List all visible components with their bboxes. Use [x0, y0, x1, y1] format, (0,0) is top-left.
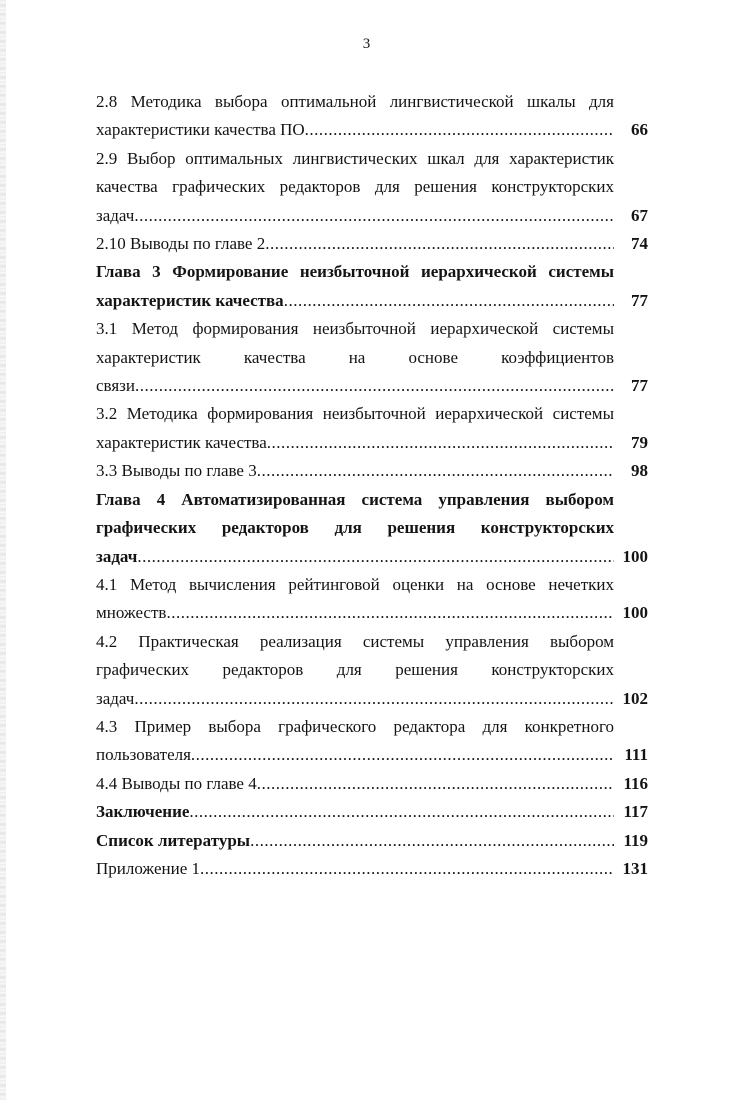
toc-entry-text: Приложение 1 — [96, 858, 200, 878]
toc-entry-text: характеристик качества — [96, 290, 284, 310]
toc-page-number: 77 — [631, 376, 648, 396]
toc-entry-text: задач — [96, 688, 135, 708]
toc-entry-text: 2.9 Выбор оптимальных лингвистических шкал для характеристик — [96, 148, 614, 168]
toc-page-number: 131 — [622, 858, 648, 878]
toc-entry-text: характеристик качества на основе коэффициентов — [96, 347, 614, 367]
toc-entry-line — [96, 514, 614, 542]
toc-entry-text: 3.2 Методика формирования неизбыточной иерархической системы — [96, 404, 614, 424]
dot-leader — [257, 774, 614, 793]
toc-entry-text: Список литературы — [96, 830, 251, 850]
toc-entry[interactable] — [96, 230, 648, 258]
toc-entry-text: 2.10 Выводы по главе 2 — [96, 234, 266, 254]
toc-entry-line — [96, 287, 614, 315]
toc-entry[interactable] — [96, 145, 648, 230]
toc-entry-line — [96, 202, 614, 230]
page-number: 3 — [362, 36, 371, 52]
toc-entry-text: 2.8 Методика выбора оптимальной лингвистической шкалы для — [96, 92, 614, 111]
toc-entry-text: 3.1 Метод формирования неизбыточной иерархической системы — [96, 319, 614, 339]
toc-entry-line — [96, 258, 614, 286]
toc-entry[interactable] — [96, 798, 648, 826]
toc-entry-line — [96, 741, 614, 769]
toc-entry-text: графических редакторов для решения конструкторских — [96, 518, 614, 538]
toc-entry-line — [96, 372, 614, 400]
toc-page-number: 100 — [622, 603, 648, 623]
toc-page-number: 119 — [623, 830, 648, 850]
toc-entry-text: характеристики качества ПО — [96, 120, 305, 140]
toc-entry[interactable] — [96, 855, 648, 883]
toc-entry-line — [96, 145, 614, 173]
toc-entry-text: характеристик качества — [96, 432, 267, 452]
toc-entry-line — [96, 770, 614, 798]
toc-entry-line — [96, 173, 614, 201]
toc-entry-line — [96, 88, 614, 116]
toc-page-number: 100 — [622, 546, 648, 566]
dot-leader — [250, 831, 614, 850]
dot-leader — [265, 234, 614, 253]
toc-entry-text: Глава 3 Формирование неизбыточной иерархической системы — [96, 262, 614, 282]
toc-entry-line — [96, 855, 614, 883]
toc-entry[interactable] — [96, 827, 648, 855]
dot-leader — [134, 206, 614, 225]
toc-entry-text: пользователя — [96, 745, 191, 765]
toc-entry[interactable] — [96, 88, 648, 145]
toc-entry[interactable] — [96, 400, 648, 457]
toc-entry-line — [96, 827, 614, 855]
table-of-contents — [96, 88, 648, 883]
toc-page-number: 74 — [631, 234, 648, 254]
toc-page-number: 98 — [631, 461, 648, 481]
toc-entry[interactable] — [96, 770, 648, 798]
toc-entry-line — [96, 571, 614, 599]
toc-entry[interactable] — [96, 315, 648, 400]
dot-leader — [200, 859, 614, 878]
toc-entry-line — [96, 628, 614, 656]
toc-entry-text: 4.1 Метод вычисления рейтинговой оценки на основе нечетких — [96, 574, 614, 594]
toc-entry-line — [96, 344, 614, 372]
toc-entry-line — [96, 486, 614, 514]
toc-entry[interactable] — [96, 571, 648, 628]
toc-page-number: 117 — [623, 802, 648, 822]
toc-entry[interactable] — [96, 258, 648, 315]
dot-leader — [284, 291, 614, 310]
toc-page-number: 77 — [631, 290, 648, 310]
dot-leader — [189, 802, 614, 821]
toc-page-number: 66 — [631, 120, 648, 140]
dot-leader — [166, 603, 614, 622]
toc-entry-line — [96, 599, 614, 627]
dot-leader — [135, 376, 614, 395]
dot-leader — [134, 689, 614, 708]
dot-leader — [305, 120, 614, 139]
toc-entry-line — [96, 429, 614, 457]
toc-entry-text: множеств — [96, 603, 167, 623]
toc-entry-text: качества графических редакторов для решения конструкторских — [96, 177, 614, 197]
toc-entry-text: Заключение — [96, 802, 190, 822]
toc-entry-text: 3.3 Выводы по главе 3 — [96, 461, 257, 481]
toc-entry[interactable] — [96, 457, 648, 485]
toc-entry-line — [96, 400, 614, 428]
toc-entry-line — [96, 713, 614, 741]
toc-entry-line — [96, 457, 614, 485]
toc-entry-line — [96, 116, 614, 144]
toc-entry-text: 4.2 Практическая реализация системы управления выбором — [96, 631, 614, 651]
dot-leader — [191, 745, 614, 764]
toc-entry-line — [96, 315, 614, 343]
toc-entry-line — [96, 798, 614, 826]
toc-entry-text: 4.4 Выводы по главе 4 — [96, 773, 257, 793]
dot-leader — [137, 547, 614, 566]
toc-entry-text: графических редакторов для решения конструкторских — [96, 660, 614, 680]
toc-entry[interactable] — [96, 486, 648, 571]
dot-leader — [267, 433, 614, 452]
toc-page-number: 79 — [631, 432, 648, 452]
toc-page-number: 116 — [623, 773, 648, 793]
scan-edge — [0, 0, 6, 1100]
toc-entry-text: 4.3 Пример выбора графического редактора для конкретного — [96, 716, 614, 736]
toc-entry-line — [96, 230, 614, 258]
toc-entry-text: задач — [96, 546, 138, 566]
toc-entry[interactable] — [96, 713, 648, 770]
toc-entry[interactable] — [96, 628, 648, 713]
toc-entry-text: Глава 4 Автоматизированная система управления выбором — [96, 489, 614, 509]
toc-page-number: 67 — [631, 205, 648, 225]
toc-page-number: 102 — [622, 688, 648, 708]
toc-entry-text: связи — [96, 376, 135, 396]
toc-page-number: 111 — [624, 745, 648, 765]
toc-entry-text: задач — [96, 205, 135, 225]
toc-entry-line — [96, 656, 614, 684]
dot-leader — [257, 461, 614, 480]
toc-entry-line — [96, 685, 614, 713]
toc-entry-line — [96, 543, 614, 571]
